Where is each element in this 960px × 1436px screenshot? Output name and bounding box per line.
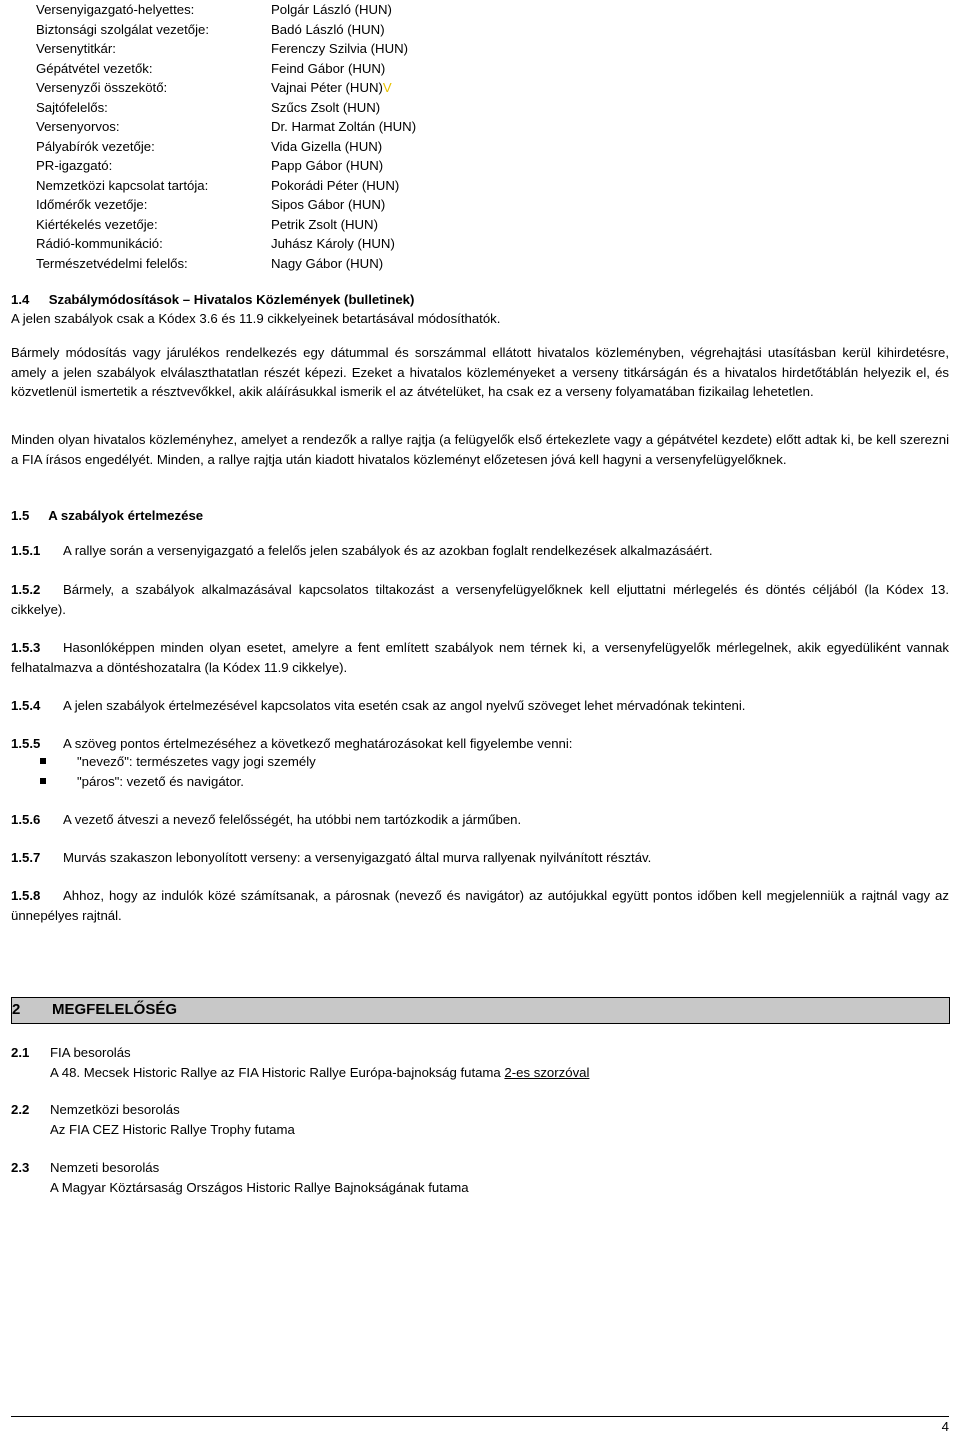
definition-bullets [40,752,316,791]
official-role: Nemzetközi kapcsolat tartója: [36,177,209,193]
rule-item [11,580,949,619]
rule-number-prefix: 1.5. [11,640,33,655]
classification-text [50,1063,589,1083]
rule-text: A jelen szabályok értelmezésével kapcsolatos vita esetén csak az angol nyelvű szöveget lehet mérvadónak tekinteni. [63,698,746,713]
official-name [271,0,392,20]
official-name [271,117,416,137]
rule-item [11,848,949,868]
footer-rule [11,1416,949,1417]
rule-number-suffix: 1 [33,543,41,558]
official-name-text: Dr. Harmat Zoltán (HUN) [271,119,417,134]
rule-item [11,734,949,754]
official-name-text: Sipos Gábor (HUN) [271,197,386,212]
rule-number-prefix: 1.5.6 [11,812,41,827]
official-role: Versenytitkár: [36,41,116,56]
square-bullet-icon [40,778,46,784]
official-role: Biztonsági szolgálat vezetője: [36,21,210,37]
official-name-text: Badó László (HUN) [271,21,385,37]
rule-number-suffix: 2 [33,582,41,597]
rule-number-prefix: 1.5.5 [11,736,41,751]
official-name-text: Petrik Zsolt (HUN) [271,216,378,232]
rule-text: Ahhoz, hogy az indulók közé számítsanak, a párosnak (nevező és navigátor) az autójukkal együtt pontos időben kell megjelenniük a rajtnál vagy az ünnepélyes rajtnál. [11,888,949,923]
rule-number-prefix: 1.5.7 [11,850,41,865]
classification-label: Nemzeti besorolás [50,1160,160,1175]
section-number: 1.5 [11,508,30,523]
official-role: Sajtófelelős: [36,99,108,115]
official-name [271,39,408,59]
classification-heading [11,1158,159,1178]
square-bullet-icon [40,758,46,764]
official-name-text: Ferenczy Szilvia (HUN) [271,41,409,56]
bullet-item [40,772,316,792]
section-title: A szabályok értelmezése [48,508,204,523]
classification-text [50,1178,469,1198]
bullet-item [40,752,316,772]
official-name [271,215,378,235]
rule-number-prefix: 1.5.4 [11,698,41,713]
rule-text: Bármely, a szabályok alkalmazásával kapcsolatos tiltakozást a versenyfelügyelőknek kell eljuttatni mérlegelés és döntés céljából (la Kódex 13. cikkelye). [11,582,949,617]
official-name-text: Nagy Gábor (HUN) [271,255,384,271]
official-role: PR-igazgató: [36,158,113,173]
section-1-4-heading [11,290,414,310]
rule-item [11,886,949,925]
official-name-text: Feind Gábor (HUN) [271,60,386,76]
classification-heading [11,1100,180,1120]
official-name-text: Szűcs Zsolt (HUN) [271,99,381,115]
official-name [271,156,383,176]
official-name [271,195,385,215]
bullet-text: "páros": vezető és navigátor. [77,773,244,789]
rule-number [11,541,63,561]
official-role: Pályabírók vezetője: [36,138,155,154]
official-name-text: Juhász Károly (HUN) [271,236,395,251]
rule-text: Hasonlóképpen minden olyan esetet, amelyre a fent említett szabályok nem térnek ki, a versenyfelügyelők mérlegelnek, akik egyedüliként vannak felhatalmazva a döntéshozatalra (la Kódex 11.9 cikkelye). [11,640,949,675]
official-name [271,20,385,40]
page-number: 4 [941,1419,949,1434]
section-number: 1.4 [11,292,30,307]
section-1-4-intro: A jelen szabályok csak a Kódex 3.6 és 11.9 cikkelyeinek betartásával módosíthatók. [11,311,501,326]
section-number: 2 [12,1001,21,1018]
rule-number-suffix: 3 [33,640,41,655]
official-name [271,78,392,98]
rule-number [11,886,63,906]
classification-text [50,1120,295,1140]
section-1-4-paragraph-2: Minden olyan hivatalos közleményhez, amelyet a rendezők a rallye rajtja (a felügyelők első értekezlete vagy a gépátvétel kezdete) előtt adtak ki, be kell szerezni a FIA írásos engedélyét. Minden, a rallye rajtja után kiadott hivatalos közleményt előzetesen jóvá kell hagyni a versenyfelügyelőknek. [11,432,949,467]
rule-number [11,638,63,658]
rule-number [11,734,63,754]
edit-mark: V [382,80,392,95]
official-name [271,254,383,274]
classification-text-underlined: 2-es szorzóval [504,1064,590,1080]
rule-text: A szöveg pontos értelmezéséhez a következő meghatározásokat kell figyelembe venni: [63,736,573,751]
classification-text-main: A 48. Mecsek Historic Rallye az FIA Historic Rallye Európa-bajnokság futama [50,1064,505,1080]
classification-text-main: A Magyar Köztársaság Országos Historic Rallye Bajnokságának futama [50,1179,469,1195]
rule-text: A vezető átveszi a nevező felelősségét, ha utóbbi nem tartózkodik a járműben. [63,812,522,827]
rule-number-prefix: 1.5. [11,582,33,597]
rule-item [11,696,949,716]
official-name-text: Vida Gizella (HUN) [271,138,383,154]
classification-number: 2.2 [11,1102,30,1117]
rule-number [11,696,63,716]
rule-number [11,848,63,868]
official-name [271,137,382,157]
classification-label: FIA besorolás [50,1045,131,1060]
rule-number [11,580,63,600]
classification-label: Nemzetközi besorolás [50,1102,180,1117]
classification-number: 2.1 [11,1045,30,1060]
official-name [271,59,385,79]
classification-heading [11,1043,131,1063]
rule-number-prefix: 1.5.8 [11,888,41,903]
rule-item [11,810,949,830]
section-title: MEGFELELŐSÉG [52,1001,178,1018]
official-role: Versenyorvos: [36,119,120,134]
rule-number-prefix: 1.5. [11,543,33,558]
official-role: Rádió-kommunikáció: [36,236,163,251]
official-name [271,234,395,254]
classification-text-main: Az FIA CEZ Historic Rallye Trophy futama [50,1121,295,1137]
section-1-5-heading [11,506,203,526]
official-role: Gépátvétel vezetők: [36,60,153,76]
official-role: Időmérők vezetője: [36,197,148,212]
section-title: Szabálymódosítások – Hivatalos Közlemények (bulletinek) [48,292,415,307]
official-name [271,176,399,196]
section-1-4-paragraph-1: Bármely módosítás vagy járulékos rendelkezés egy dátummal és sorszámmal ellátott hivatalos közleményben, végrehajtási utasításban kerül kihirdetésre, amely a jelen szabályok elválaszthatatlan részét képezi. Ezeket a hivatalos közleményeket a verseny titkárságán és a hivatalos hirdetőtáblán helyezik el, és közvetlenül ismertetik a résztvevőkkel, akik aláírásukkal ismerik el az átvételüket, ha csak ez a verseny folyamatában fizikailag lehetetlen. [11,345,949,399]
classification-number: 2.3 [11,1160,30,1175]
official-role: Kiértékelés vezetője: [36,216,158,232]
official-name-text: Vajnai Péter (HUN) [271,80,383,95]
official-name [271,98,380,118]
rule-item [11,541,949,561]
official-name-text: Polgár László (HUN) [271,2,392,17]
official-role: Természetvédelmi felelős: [36,255,188,271]
official-name-text: Papp Gábor (HUN) [271,158,384,173]
official-name-text: Pokorádi Péter (HUN) [271,177,400,193]
official-role: Versenyzői összekötő: [36,80,168,95]
section-2-header [11,997,950,1024]
rule-text: A rallye során a versenyigazgató a felelős jelen szabályok és az azokban foglalt rendelkezések alkalmazásáért. [63,543,713,558]
rule-item [11,638,949,677]
rule-text: Murvás szakaszon lebonyolított verseny: a versenyigazgató által murva rallyenak nyilvánított résztáv. [63,850,652,865]
bullet-text: "nevező": természetes vagy jogi személy [77,754,316,769]
rule-number [11,810,63,830]
official-role: Versenyigazgató-helyettes: [36,2,195,17]
